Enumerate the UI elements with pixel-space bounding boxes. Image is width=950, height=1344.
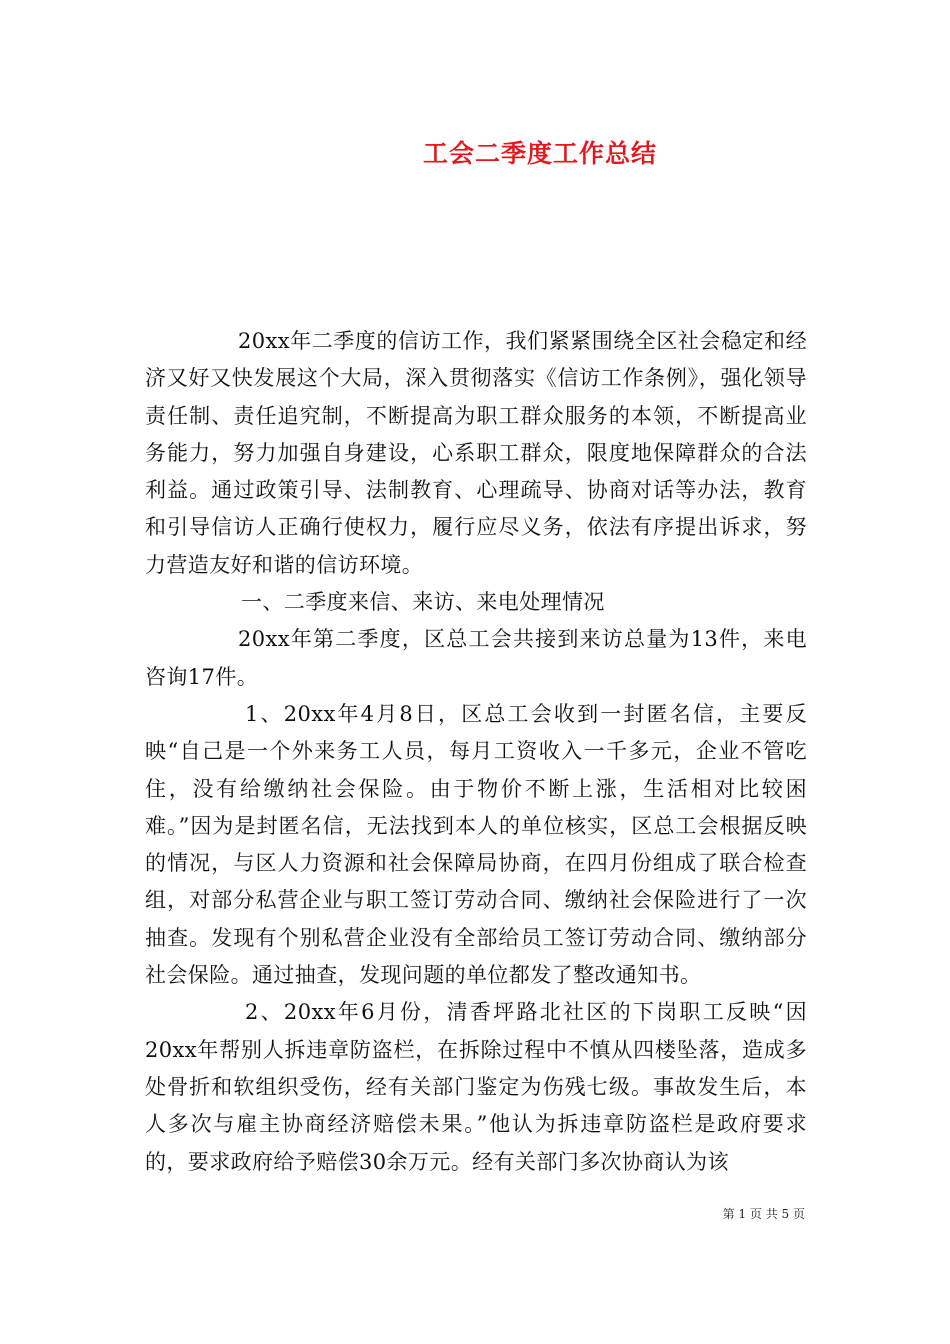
document-title: 工会二季度工作总结 (422, 139, 657, 168)
section-heading: 一、二季度来信、来访、来电处理情况 (241, 590, 605, 615)
document-body (145, 323, 807, 1181)
paragraph-summary: 20xx年第二季度，区总工会共接到来访总量为13件，来电咨询17件。 (145, 627, 807, 689)
paragraph-intro: 20xx年二季度的信访工作，我们紧紧围绕全区社会稳定和经济又好又快发展这个大局，深入贯彻落实《信访工作条例》，强化领导责任制、责任追究制，不断提高为职工群众服务的本领，不断提高业务能力，努力加强自身建设，心系职工群众，限度地保障群众的合法利益。通过政策引导、法制教育、心理疏导、协商对话等办法，教育和引导信访人正确行使权力，履行应尽义务，依法有序提出诉求，努力营造友好和谐的信访环境。 (145, 329, 807, 577)
page-number: 第 1 页 共 5 页 (722, 1207, 805, 1221)
paragraph-case-1: 1、20xx年4月8日，区总工会收到一封匿名信，主要反映“自己是一个外来务工人员，每月工资收入一千多元，企业不管吃住，没有给缴纳社会保险。由于物价不断上涨，生活相对比较困难。”因为是封匿名信，无法找到本人的单位核实，区总工会根据反映的情况，与区人力资源和社会保障局协商，在四月份组成了联合检查组，对部分私营企业与职工签订劳动合同、缴纳社会保险进行了一次抽查。发现有个别私营企业没有全部给员工签订劳动合同、缴纳部分社会保险。通过抽查，发现问题的单位都发了整改通知书。 (145, 701, 807, 988)
paragraph-case-2: 2、20xx年6月份，清香坪路北社区的下岗职工反映“因20xx年帮别人拆违章防盗栏，在拆除过程中不慎从四楼坠落，造成多处骨折和软组织受伤，经有关部门鉴定为伤残七级。事故发生后，本人多次与雇主协商经济赔偿未果。”他认为拆违章防盗栏是政府要求的，要求政府给予赔偿30余万元。经有关部门多次协商认为该 (145, 1000, 807, 1174)
